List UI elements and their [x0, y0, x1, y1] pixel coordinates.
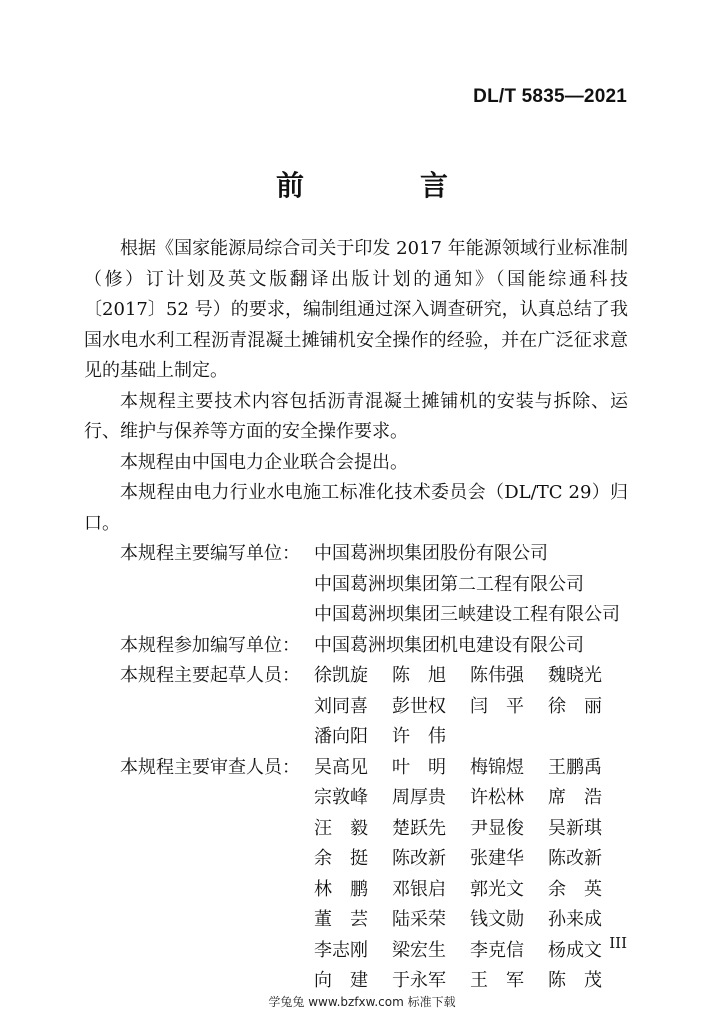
person-name: 陆采荣: [392, 909, 446, 930]
drafters-label: 本规程主要起草人员：: [120, 665, 300, 686]
unit-item: 中国葛洲坝集团第二工程有限公司: [314, 573, 584, 595]
person-name: 徐凯旋: [314, 665, 368, 686]
person-name: 王 军: [470, 970, 524, 991]
person-name: 孙来成: [548, 909, 602, 930]
participating-units-row: [84, 631, 628, 662]
reviewers-names: [314, 753, 628, 997]
reviewers-row: [84, 753, 628, 997]
document-body: [84, 234, 628, 997]
person-name: 林 鹏: [314, 878, 368, 900]
participating-units-list: [314, 631, 628, 662]
drafters-row: [84, 661, 628, 753]
reviewers-label: 本规程主要审查人员：: [120, 756, 300, 778]
person-name: 陈伟强: [470, 665, 524, 686]
person-name: 尹显俊: [470, 817, 524, 839]
page-number: III: [609, 934, 627, 952]
unit-item: 中国葛洲坝集团三峡建设工程有限公司: [314, 604, 620, 625]
person-name: 王鹏禹: [548, 756, 602, 778]
person-name: 梁宏生: [392, 939, 446, 961]
person-name: 陈 茂: [548, 970, 602, 991]
person-name: 余 挺: [314, 848, 368, 869]
person-name: 吴新琪: [548, 817, 602, 839]
paragraph-authority: 本规程由电力行业水电施工标准化技术委员会（DL/TC 29）归口。: [84, 482, 628, 534]
person-name: 潘向阳: [314, 726, 368, 747]
person-name: 楚跃先: [392, 817, 446, 839]
paragraph-content: 本规程主要技术内容包括沥青混凝土摊铺机的安装与拆除、运行、维护与保养等方面的安全操作要求。: [84, 390, 628, 442]
person-name: 陈 旭: [392, 665, 446, 686]
unit-item: 中国葛洲坝集团机电建设有限公司: [314, 634, 584, 656]
person-name: 吴高见: [314, 756, 368, 778]
person-name: 李克信: [470, 939, 524, 961]
person-name: 宗敦峰: [314, 787, 368, 808]
paragraph-proposer: 本规程由中国电力企业联合会提出。: [120, 451, 408, 473]
person-name: 李志刚: [314, 939, 368, 961]
person-name: 于永军: [392, 970, 446, 991]
unit-item: 中国葛洲坝集团股份有限公司: [314, 543, 548, 564]
person-name: 董 芸: [314, 909, 368, 930]
person-name: 许 伟: [392, 726, 446, 747]
main-units-row: [84, 539, 628, 631]
person-name: 向 建: [314, 970, 368, 991]
person-name: 杨成文: [548, 939, 602, 961]
person-name: 郭光文: [470, 878, 524, 900]
person-name: 陈改新: [392, 848, 446, 869]
main-units-label: 本规程主要编写单位：: [120, 543, 300, 564]
drafters-names: [314, 661, 628, 753]
person-name: 陈改新: [548, 848, 602, 869]
person-name: 许松林: [470, 787, 524, 808]
person-name: 叶 明: [392, 756, 446, 778]
person-name: 闫 平: [470, 695, 524, 717]
person-name: 钱文勋: [470, 909, 524, 930]
page-title: 前 言: [275, 169, 492, 202]
person-name: 席 浩: [548, 787, 602, 808]
standard-number: DL/T 5835—2021: [473, 86, 627, 107]
person-name: 汪 毅: [314, 817, 368, 839]
main-units-list: [314, 539, 628, 631]
person-name: 梅锦煜: [470, 756, 524, 778]
footer-watermark: 学兔兔 www.bzfxw.com 标准下载: [268, 995, 456, 1009]
person-name: 邓银启: [392, 878, 446, 900]
person-name: 余 英: [548, 878, 602, 900]
person-name: 张建华: [470, 848, 524, 869]
participating-units-label: 本规程参加编写单位：: [120, 634, 300, 656]
person-name: 徐 丽: [548, 695, 602, 717]
person-name: 周厚贵: [392, 787, 446, 808]
person-name: 魏晓光: [548, 665, 602, 686]
paragraph-basis: 根据《国家能源局综合司关于印发 2017 年能源领域行业标准制（修）订计划及英文版翻译出版计划的通知》（国能综通科技〔2017〕52 号）的要求，编制组通过深入调查研究，认真总结了我国水电水利工程沥青混凝土摊铺机安全操作的经验，并在广泛征求意见的基础上制定。: [84, 238, 628, 381]
person-name: 彭世权: [392, 695, 446, 717]
person-name: 刘同喜: [314, 695, 368, 717]
